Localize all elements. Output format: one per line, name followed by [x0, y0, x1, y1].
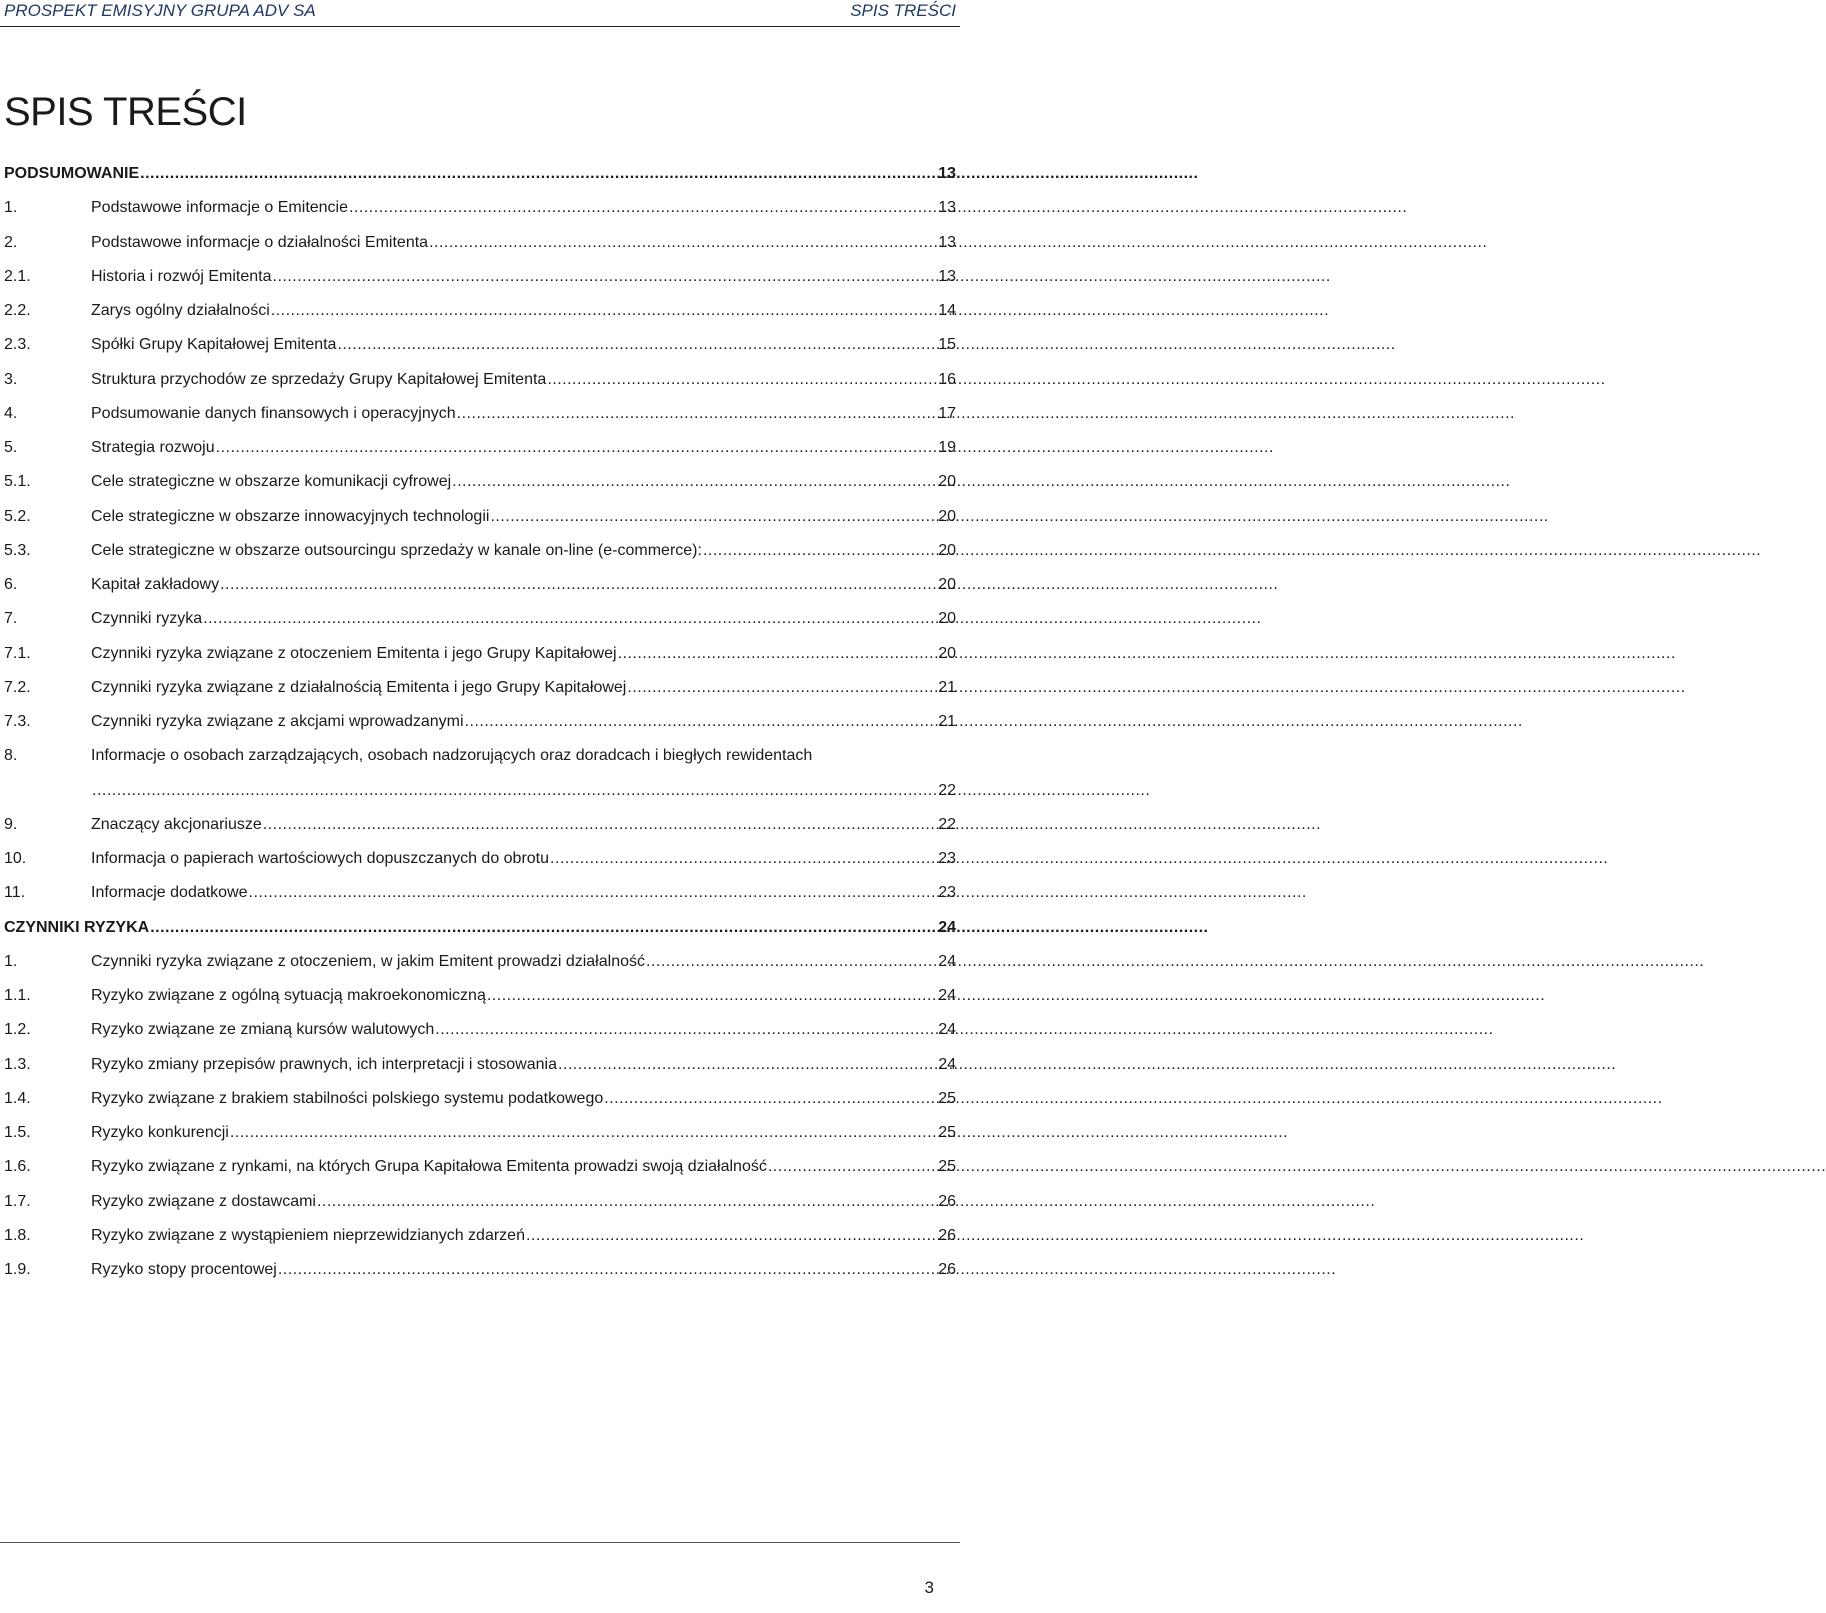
toc-entry-number: 1.: [4, 952, 18, 970]
toc-entry-number: 5.2.: [4, 507, 31, 525]
toc-entry-page: 20: [938, 610, 956, 628]
toc-leader-dots: [526, 1226, 936, 1246]
toc-entry-title: Czynniki ryzyka związane z otoczeniem, w jakim Emitent prowadzi działalność: [91, 952, 645, 970]
toc-entry-number: 9.: [4, 815, 18, 833]
toc-leader-dots: [273, 267, 937, 287]
toc-entry[interactable]: [4, 781, 956, 801]
toc-entry-number: 10.: [4, 850, 27, 867]
header-document-title: PROSPEKT EMISYJNY GRUPA ADV SA: [4, 1, 316, 20]
toc-entry-number: 1.7.: [4, 1192, 31, 1210]
footer-divider: [0, 1542, 960, 1544]
toc-leader-dots: [768, 1157, 936, 1177]
toc-entry-page: 24: [938, 952, 956, 970]
toc-entry[interactable]: [4, 233, 956, 253]
toc-entry-number: 5.1.: [4, 473, 31, 491]
toc-entry-page: 17: [938, 404, 956, 422]
toc-leader-dots: [337, 335, 936, 355]
toc-leader-dots: [435, 1020, 936, 1040]
toc-entry-title: Ryzyko związane z ogólną sytuacją makroekonomiczną: [91, 987, 486, 1004]
toc-entry-title: Historia i rozwój Emitenta: [91, 267, 272, 285]
toc-entry-page: 20: [938, 644, 956, 662]
toc-entry-page: 25: [938, 1124, 956, 1141]
toc-entry[interactable]: [4, 918, 956, 938]
toc-entry[interactable]: [4, 815, 956, 835]
toc-entry-title: Cele strategiczne w obszarze outsourcingu sprzedaży w kanale on-line (e-commerce):: [91, 541, 702, 559]
toc-entry-page: 16: [938, 370, 956, 388]
toc-leader-dots: [618, 644, 937, 664]
toc-leader-dots: [550, 849, 936, 869]
toc-entry[interactable]: [4, 1020, 956, 1040]
toc-entry-number: 2.3.: [4, 336, 31, 354]
toc-entry-number: 2.1.: [4, 267, 31, 285]
toc-entry-page: 20: [938, 576, 956, 593]
toc-entry-page: 26: [938, 1192, 956, 1210]
toc-entry-title: Ryzyko związane ze zmianą kursów walutowych: [91, 1021, 435, 1039]
toc-entry-number: 2.2.: [4, 302, 31, 319]
toc-entry-title: Ryzyko związane z brakiem stabilności polskiego systemu podatkowego: [91, 1089, 604, 1107]
toc-entry-title: Czynniki ryzyka związane z działalnością Emitenta i jego Grupy Kapitałowej: [91, 678, 627, 696]
toc-leader-dots: [604, 1089, 936, 1109]
toc-entry-title: Informacje o osobach zarządzających, osobach nadzorujących oraz doradcach i biegłych rewidentach: [91, 747, 813, 765]
toc-entry[interactable]: [4, 370, 956, 390]
toc-entry-number: 1.3.: [4, 1055, 31, 1073]
toc-entry-title: Ryzyko konkurencji: [91, 1124, 229, 1141]
toc-leader-dots: [230, 1123, 936, 1143]
toc-entry[interactable]: [4, 472, 956, 492]
toc-entry-page: 13: [938, 199, 956, 217]
toc-entry[interactable]: [4, 1226, 956, 1246]
toc-entry-number: 5.: [4, 439, 18, 456]
toc-entry-number: 2.: [4, 233, 18, 251]
toc-entry-title: Podstawowe informacje o działalności Emitenta: [91, 233, 429, 251]
toc-entry-number: 1.8.: [4, 1226, 31, 1244]
toc-leader-dots: [263, 815, 936, 835]
toc-entry[interactable]: [4, 575, 956, 595]
toc-entry[interactable]: [4, 1260, 956, 1280]
toc-leader-dots: [452, 472, 936, 492]
toc-entry-page: 20: [938, 507, 956, 525]
toc-entry-page: 21: [938, 713, 956, 730]
toc-entry[interactable]: [4, 198, 956, 218]
toc-entry[interactable]: [4, 267, 956, 287]
toc-entry[interactable]: [4, 1055, 956, 1075]
toc-entry-page: 13: [938, 267, 956, 285]
toc-leader-dots: [490, 507, 936, 527]
toc-entry-number: 7.: [4, 610, 18, 628]
toc-leader-dots: [216, 438, 937, 458]
toc-entry-page: 22: [938, 815, 956, 833]
toc-entry[interactable]: [4, 952, 956, 972]
page-header: [0, 0, 960, 27]
toc-entry-title: Informacje dodatkowe: [91, 884, 248, 902]
toc-entry-title: Znaczący akcjonariusze: [91, 815, 262, 833]
toc-entry[interactable]: [4, 1157, 956, 1177]
toc-leader-dots: [92, 781, 936, 801]
toc-entry-title: Cele strategiczne w obszarze komunikacji cyfrowej: [91, 473, 452, 491]
toc-entry[interactable]: [4, 1123, 956, 1143]
toc-leader-dots: [203, 609, 936, 629]
toc-entry[interactable]: [4, 849, 956, 869]
toc-leader-dots: [278, 1260, 936, 1280]
toc-entry-number: 8.: [4, 747, 18, 765]
toc-entry-title: Cele strategiczne w obszarze innowacyjnych technologii: [91, 507, 490, 525]
toc-entry-title: Czynniki ryzyka związane z otoczeniem Emitenta i jego Grupy Kapitałowej: [91, 644, 617, 662]
toc-entry-number: 1.6.: [4, 1158, 31, 1176]
toc-entry-number: 11.: [4, 884, 26, 902]
page-number: 3: [924, 1578, 934, 1597]
toc-leader-dots: [220, 575, 936, 595]
toc-entry-page: 24: [938, 1021, 956, 1039]
toc-entry-title: Kapitał zakładowy: [91, 576, 220, 593]
toc-entry-page: 22: [938, 781, 956, 799]
toc-entry-title: Ryzyko stopy procentowej: [91, 1261, 277, 1278]
toc-leader-dots: [150, 918, 936, 938]
toc-entry-number: 7.3.: [4, 713, 31, 730]
toc-entry-page: 20: [938, 473, 956, 491]
toc-entry[interactable]: [4, 404, 956, 424]
toc-entry-page: 13: [938, 165, 956, 182]
toc-entry[interactable]: [4, 609, 956, 629]
toc-entry-page: 25: [938, 1158, 956, 1176]
toc-entry-title: Zarys ogólny działalności: [91, 302, 270, 319]
toc-leader-dots: [140, 164, 936, 184]
toc-entry-number: 7.2.: [4, 678, 31, 696]
toc-entry-page: 24: [938, 1055, 956, 1073]
toc-entry-page: 26: [938, 1226, 956, 1244]
toc-entry-page: 24: [938, 918, 956, 936]
toc-entry-number: 5.3.: [4, 541, 31, 559]
toc-entry-number: 3.: [4, 370, 18, 388]
toc-entry-title: Struktura przychodów ze sprzedaży Grupy Kapitałowej Emitenta: [91, 370, 547, 388]
toc-leader-dots: [703, 541, 936, 561]
toc-entry[interactable]: [4, 678, 956, 698]
toc-entry[interactable]: [4, 644, 956, 664]
toc-leader-dots: [558, 1055, 936, 1075]
toc-leader-dots: [271, 301, 936, 321]
toc-entry[interactable]: [4, 1089, 956, 1109]
toc-entry[interactable]: [4, 301, 956, 321]
toc-leader-dots: [249, 883, 937, 903]
toc-entry[interactable]: [4, 335, 956, 355]
toc-entry-number: 4.: [4, 404, 18, 422]
toc-entry[interactable]: [4, 164, 956, 184]
toc-leader-dots: [627, 678, 936, 698]
toc-entry[interactable]: [4, 712, 956, 732]
toc-entry-number: 1.: [4, 199, 18, 217]
toc-entry[interactable]: [4, 746, 956, 766]
toc-entry-number: 1.2.: [4, 1021, 31, 1039]
toc-entry-number: 1.1.: [4, 987, 31, 1004]
toc-leader-dots: [317, 1192, 936, 1212]
toc-entry-page: 21: [938, 678, 956, 696]
toc-entry-page: 15: [938, 336, 956, 354]
toc-entry-title: Ryzyko zmiany przepisów prawnych, ich interpretacji i stosowania: [91, 1055, 557, 1073]
toc-leader-dots: [646, 952, 936, 972]
page-title: SPIS TREŚCI: [4, 90, 247, 134]
toc-leader-dots: [547, 370, 936, 390]
toc-leader-dots: [465, 712, 937, 732]
toc-leader-dots: [487, 986, 936, 1006]
toc-leader-dots: [349, 198, 936, 218]
toc-entry-title: CZYNNIKI RYZYKA: [4, 918, 150, 936]
toc-entry[interactable]: [4, 986, 956, 1006]
toc-entry-number: 1.5.: [4, 1124, 31, 1141]
header-section-title: SPIS TREŚCI: [850, 1, 956, 20]
toc-entry-page: 13: [938, 233, 956, 251]
toc-entry-page: 14: [938, 302, 956, 319]
toc-entry-title: Czynniki ryzyka związane z akcjami wprowadzanymi: [91, 713, 464, 730]
toc-entry-page: 20: [938, 541, 956, 559]
toc-entry-title: Ryzyko związane z rynkami, na których Grupa Kapitałowa Emitenta prowadzi swoją działalność: [91, 1158, 767, 1176]
toc-entry[interactable]: [4, 1192, 956, 1212]
toc-entry-title: Czynniki ryzyka: [91, 610, 203, 628]
toc-entry[interactable]: [4, 883, 956, 903]
toc-entry-title: PODSUMOWANIE: [4, 165, 140, 182]
toc-entry-title: Strategia rozwoju: [91, 439, 215, 456]
toc-entry-number: 1.9.: [4, 1261, 31, 1278]
toc-entry-title: Podstawowe informacje o Emitencie: [91, 199, 349, 217]
toc-leader-dots: [429, 233, 936, 253]
toc-leader-dots: [457, 404, 937, 424]
toc-entry[interactable]: [4, 507, 956, 527]
toc-entry-title: Podsumowanie danych finansowych i operacyjnych: [91, 404, 456, 422]
toc-entry-number: 7.1.: [4, 644, 31, 662]
toc-entry-number: 1.4.: [4, 1089, 31, 1107]
toc-entry-page: 23: [938, 884, 956, 902]
toc-entry-title: Informacja o papierach wartościowych dopuszczanych do obrotu: [91, 850, 550, 867]
toc-entry-number: 6.: [4, 576, 18, 593]
toc-entry-title: Ryzyko związane z wystąpieniem nieprzewidzianych zdarzeń: [91, 1226, 525, 1244]
toc-entry-title: Spółki Grupy Kapitałowej Emitenta: [91, 336, 337, 354]
toc-entry-page: 23: [938, 850, 956, 867]
toc-entry-page: 24: [938, 987, 956, 1004]
toc-entry-title: Ryzyko związane z dostawcami: [91, 1192, 316, 1210]
toc-entry-page: 19: [938, 439, 956, 456]
toc-entry[interactable]: [4, 438, 956, 458]
toc-entry-page: 26: [938, 1261, 956, 1278]
toc-entry-page: 25: [938, 1089, 956, 1107]
toc-entry[interactable]: [4, 541, 956, 561]
